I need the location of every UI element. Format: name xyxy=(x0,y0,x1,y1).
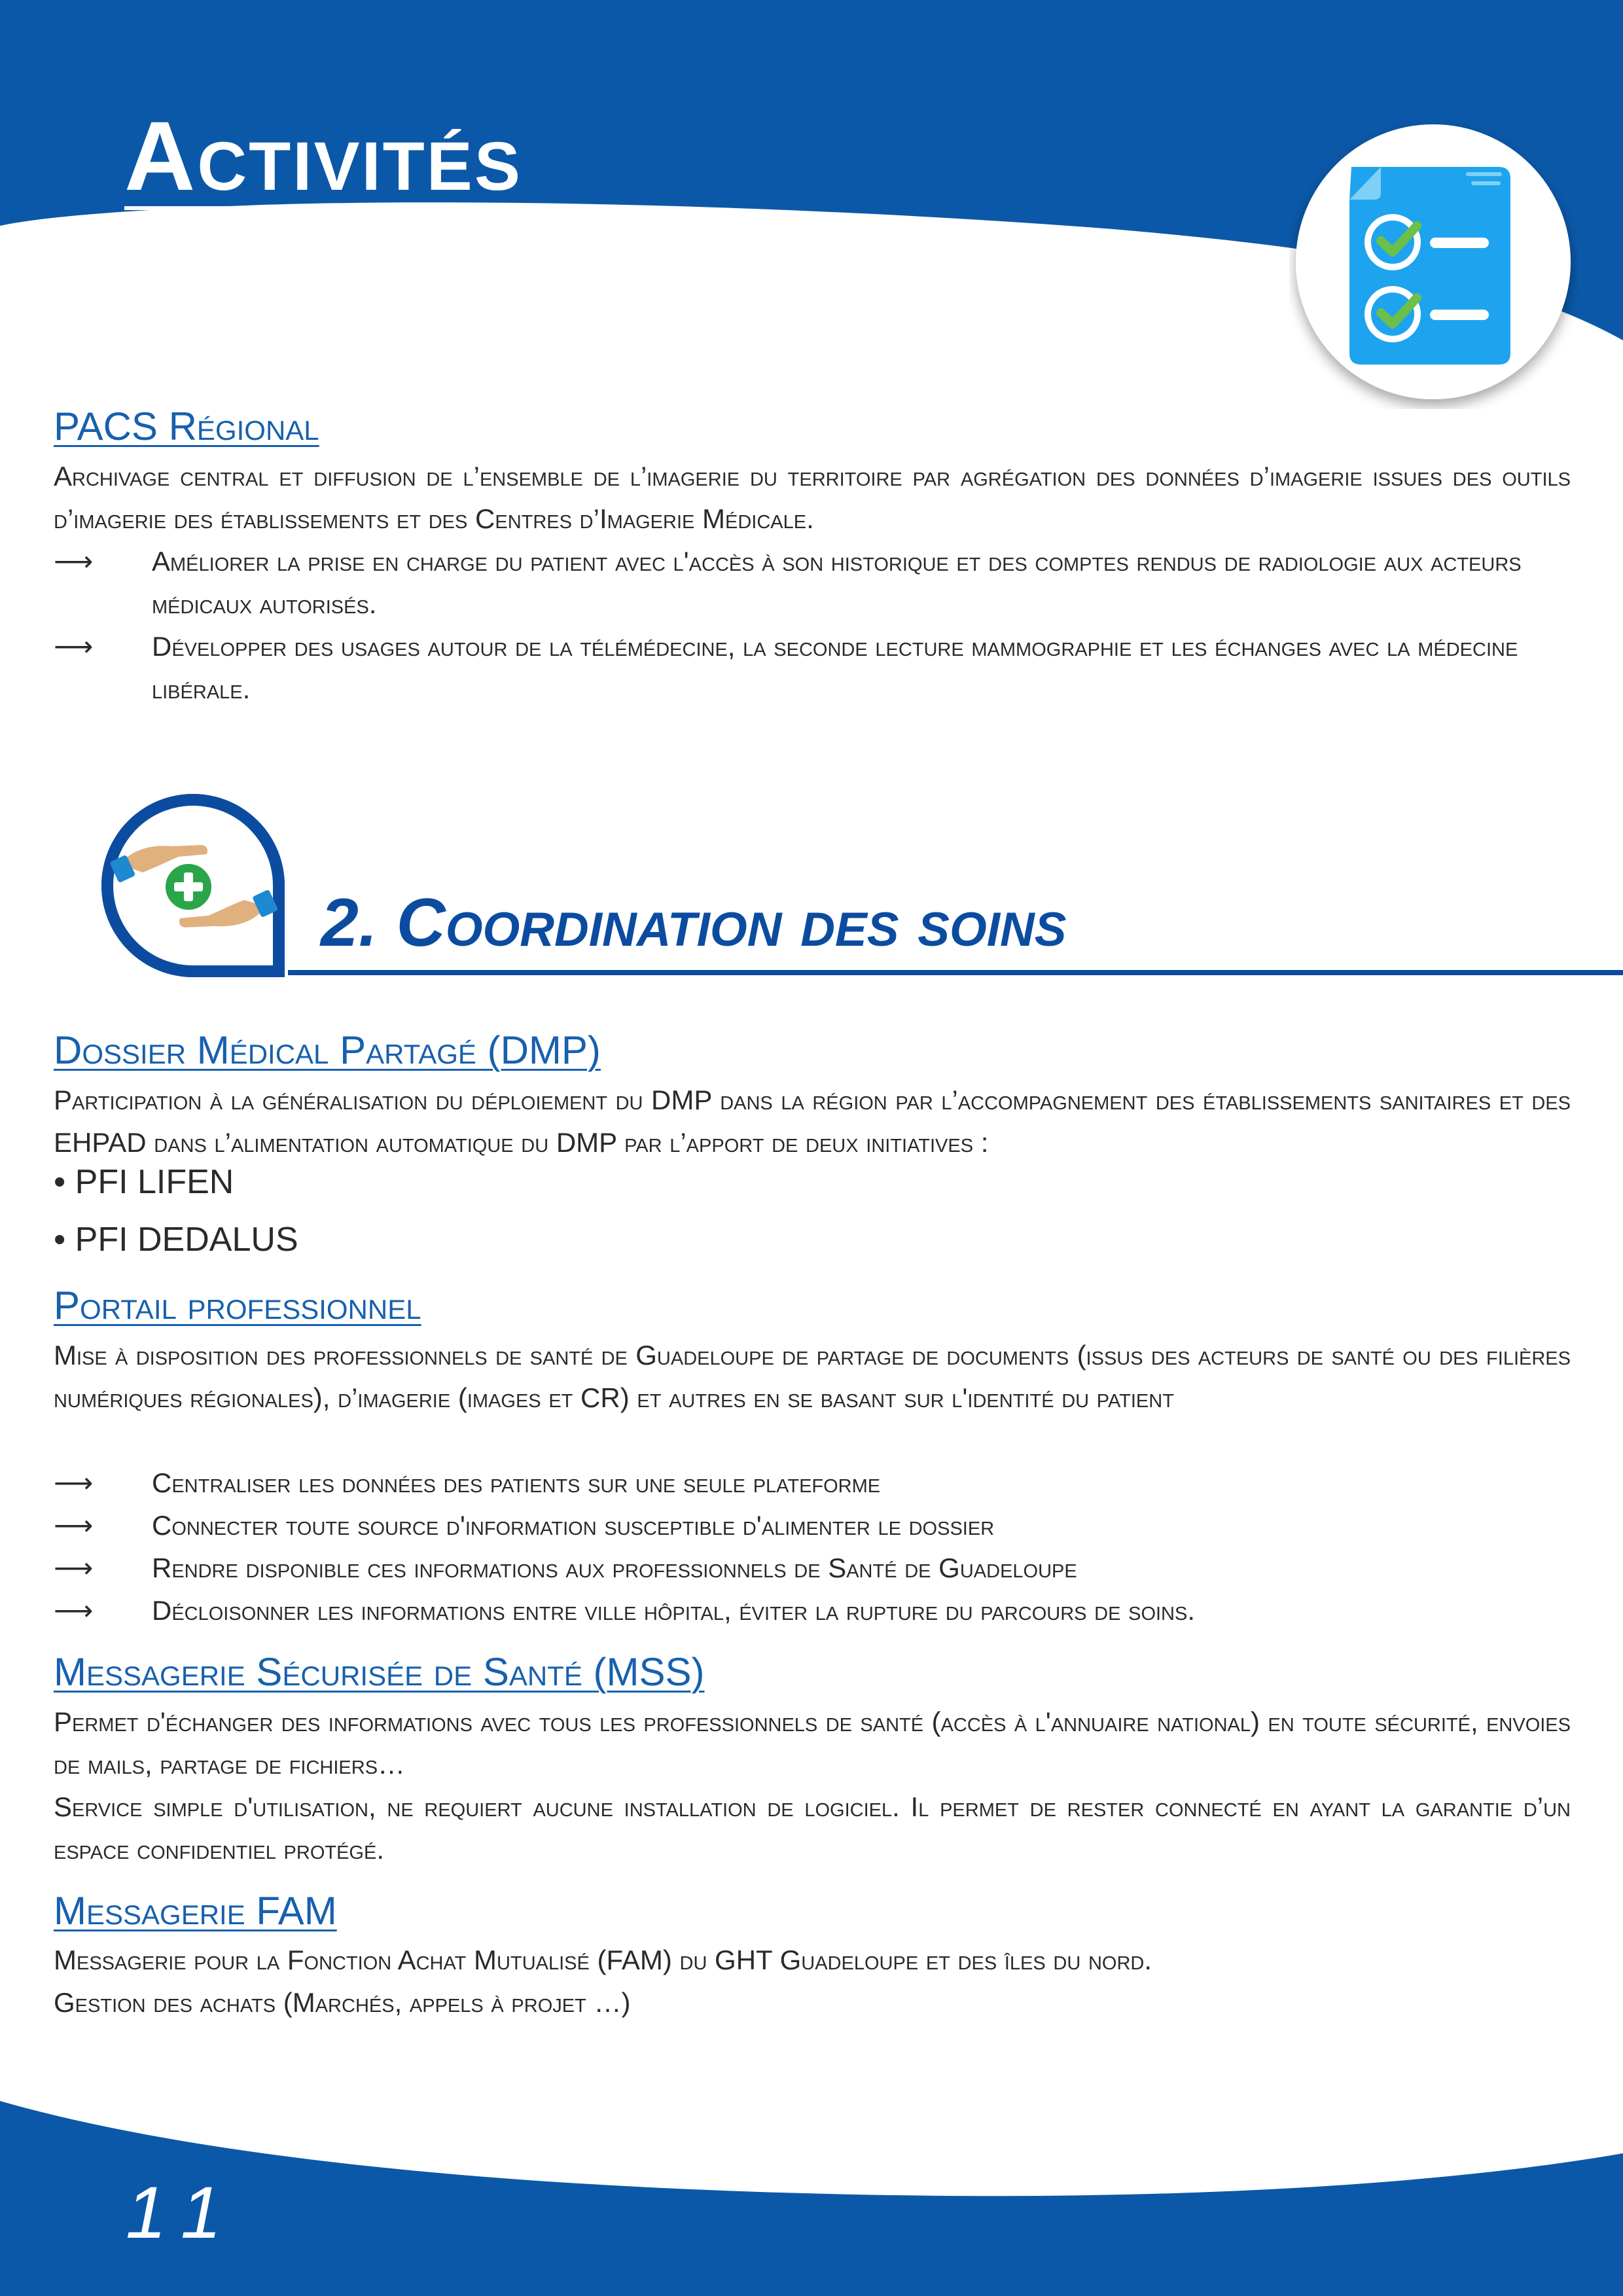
arrow-icon: ⟶ xyxy=(54,1552,94,1583)
fam-line: Messagerie pour la Fonction Achat Mutualisé (FAM) du GHT Guadeloupe et des îles du nord. xyxy=(54,1945,1152,1975)
page-title: Activités xyxy=(124,100,522,211)
dmp-item: • PFI LIFEN xyxy=(54,1163,234,1201)
page-number: 11 xyxy=(126,2172,241,2253)
section-divider xyxy=(288,970,1623,975)
pacs-bullet-text: Améliorer la prise en charge du patient avec l'accès à son historique et des comptes rendus de radiologie aux acteurs médicaux autorisés. xyxy=(152,546,1522,619)
mss-paragraph: Permet d'échanger des informations avec tous les professionnels de santé (accès à l'annuaire national) en toute sécurité, envoies de mails, partage de fichiers… xyxy=(54,1706,1571,1780)
arrow-icon: ⟶ xyxy=(54,1595,94,1626)
arrow-icon: ⟶ xyxy=(54,546,94,577)
arrow-icon: ⟶ xyxy=(54,1467,94,1498)
footer-wave xyxy=(0,2081,1623,2296)
portail-bullet-text: Rendre disponible ces informations aux professionnels de Santé de Guadeloupe xyxy=(152,1552,1077,1583)
fam-line: Gestion des achats (Marchés, appels à projet …) xyxy=(54,1987,631,2018)
portail-description: Mise à disposition des professionnels de santé de Guadeloupe de partage de documents (issus des acteurs de santé ou des filières numériques régionales), d’imagerie (images et CR) et autres en se basant sur l'identité du patient xyxy=(54,1340,1571,1413)
portail-bullet-text: Décloisonner les informations entre ville hôpital, éviter la rupture du parcours de soins. xyxy=(152,1595,1196,1626)
arrow-icon: ⟶ xyxy=(54,1510,94,1541)
section-title: 2. Coordination des soins xyxy=(321,885,1067,961)
pacs-bullet-text: Développer des usages autour de la télémédecine, la seconde lecture mammographie et les échanges avec la médecine libérale. xyxy=(152,631,1518,704)
portail-heading: Portail professionnel xyxy=(54,1283,421,1327)
dmp-item: • PFI DEDALUS xyxy=(54,1221,298,1259)
pacs-heading: PACS Régional xyxy=(54,404,319,448)
fam-heading: Messagerie FAM xyxy=(54,1889,337,1933)
portail-bullet-text: Centraliser les données des patients sur une seule plateforme xyxy=(152,1467,881,1498)
mss-paragraph: Service simple d'utilisation, ne requiert aucune installation de logiciel. Il permet de rester connecté en ayant la garantie d’un espace confidentiel protégé. xyxy=(54,1791,1571,1865)
mss-heading: Messagerie Sécurisée de Santé (MSS) xyxy=(54,1650,705,1694)
portail-bullet-text: Connecter toute source d'information susceptible d'alimenter le dossier xyxy=(152,1510,995,1541)
pacs-description: Archivage central et diffusion de l’ensemble de l’imagerie du territoire par agrégation des données d’imagerie issues des outils d’imagerie des établissements et des Centres d’Imagerie Médicale. xyxy=(54,461,1571,534)
dmp-heading: Dossier Médical Partagé (DMP) xyxy=(54,1028,601,1072)
dmp-description: Participation à la généralisation du déploiement du DMP dans la région par l’accompagnement des établissements sanitaires et des EHPAD dans l’alimentation automatique du DMP par l’apport de deux initiatives : xyxy=(54,1085,1571,1158)
arrow-icon: ⟶ xyxy=(54,631,94,662)
hands-plus-icon xyxy=(97,789,290,978)
checklist-document-icon xyxy=(1289,121,1577,409)
